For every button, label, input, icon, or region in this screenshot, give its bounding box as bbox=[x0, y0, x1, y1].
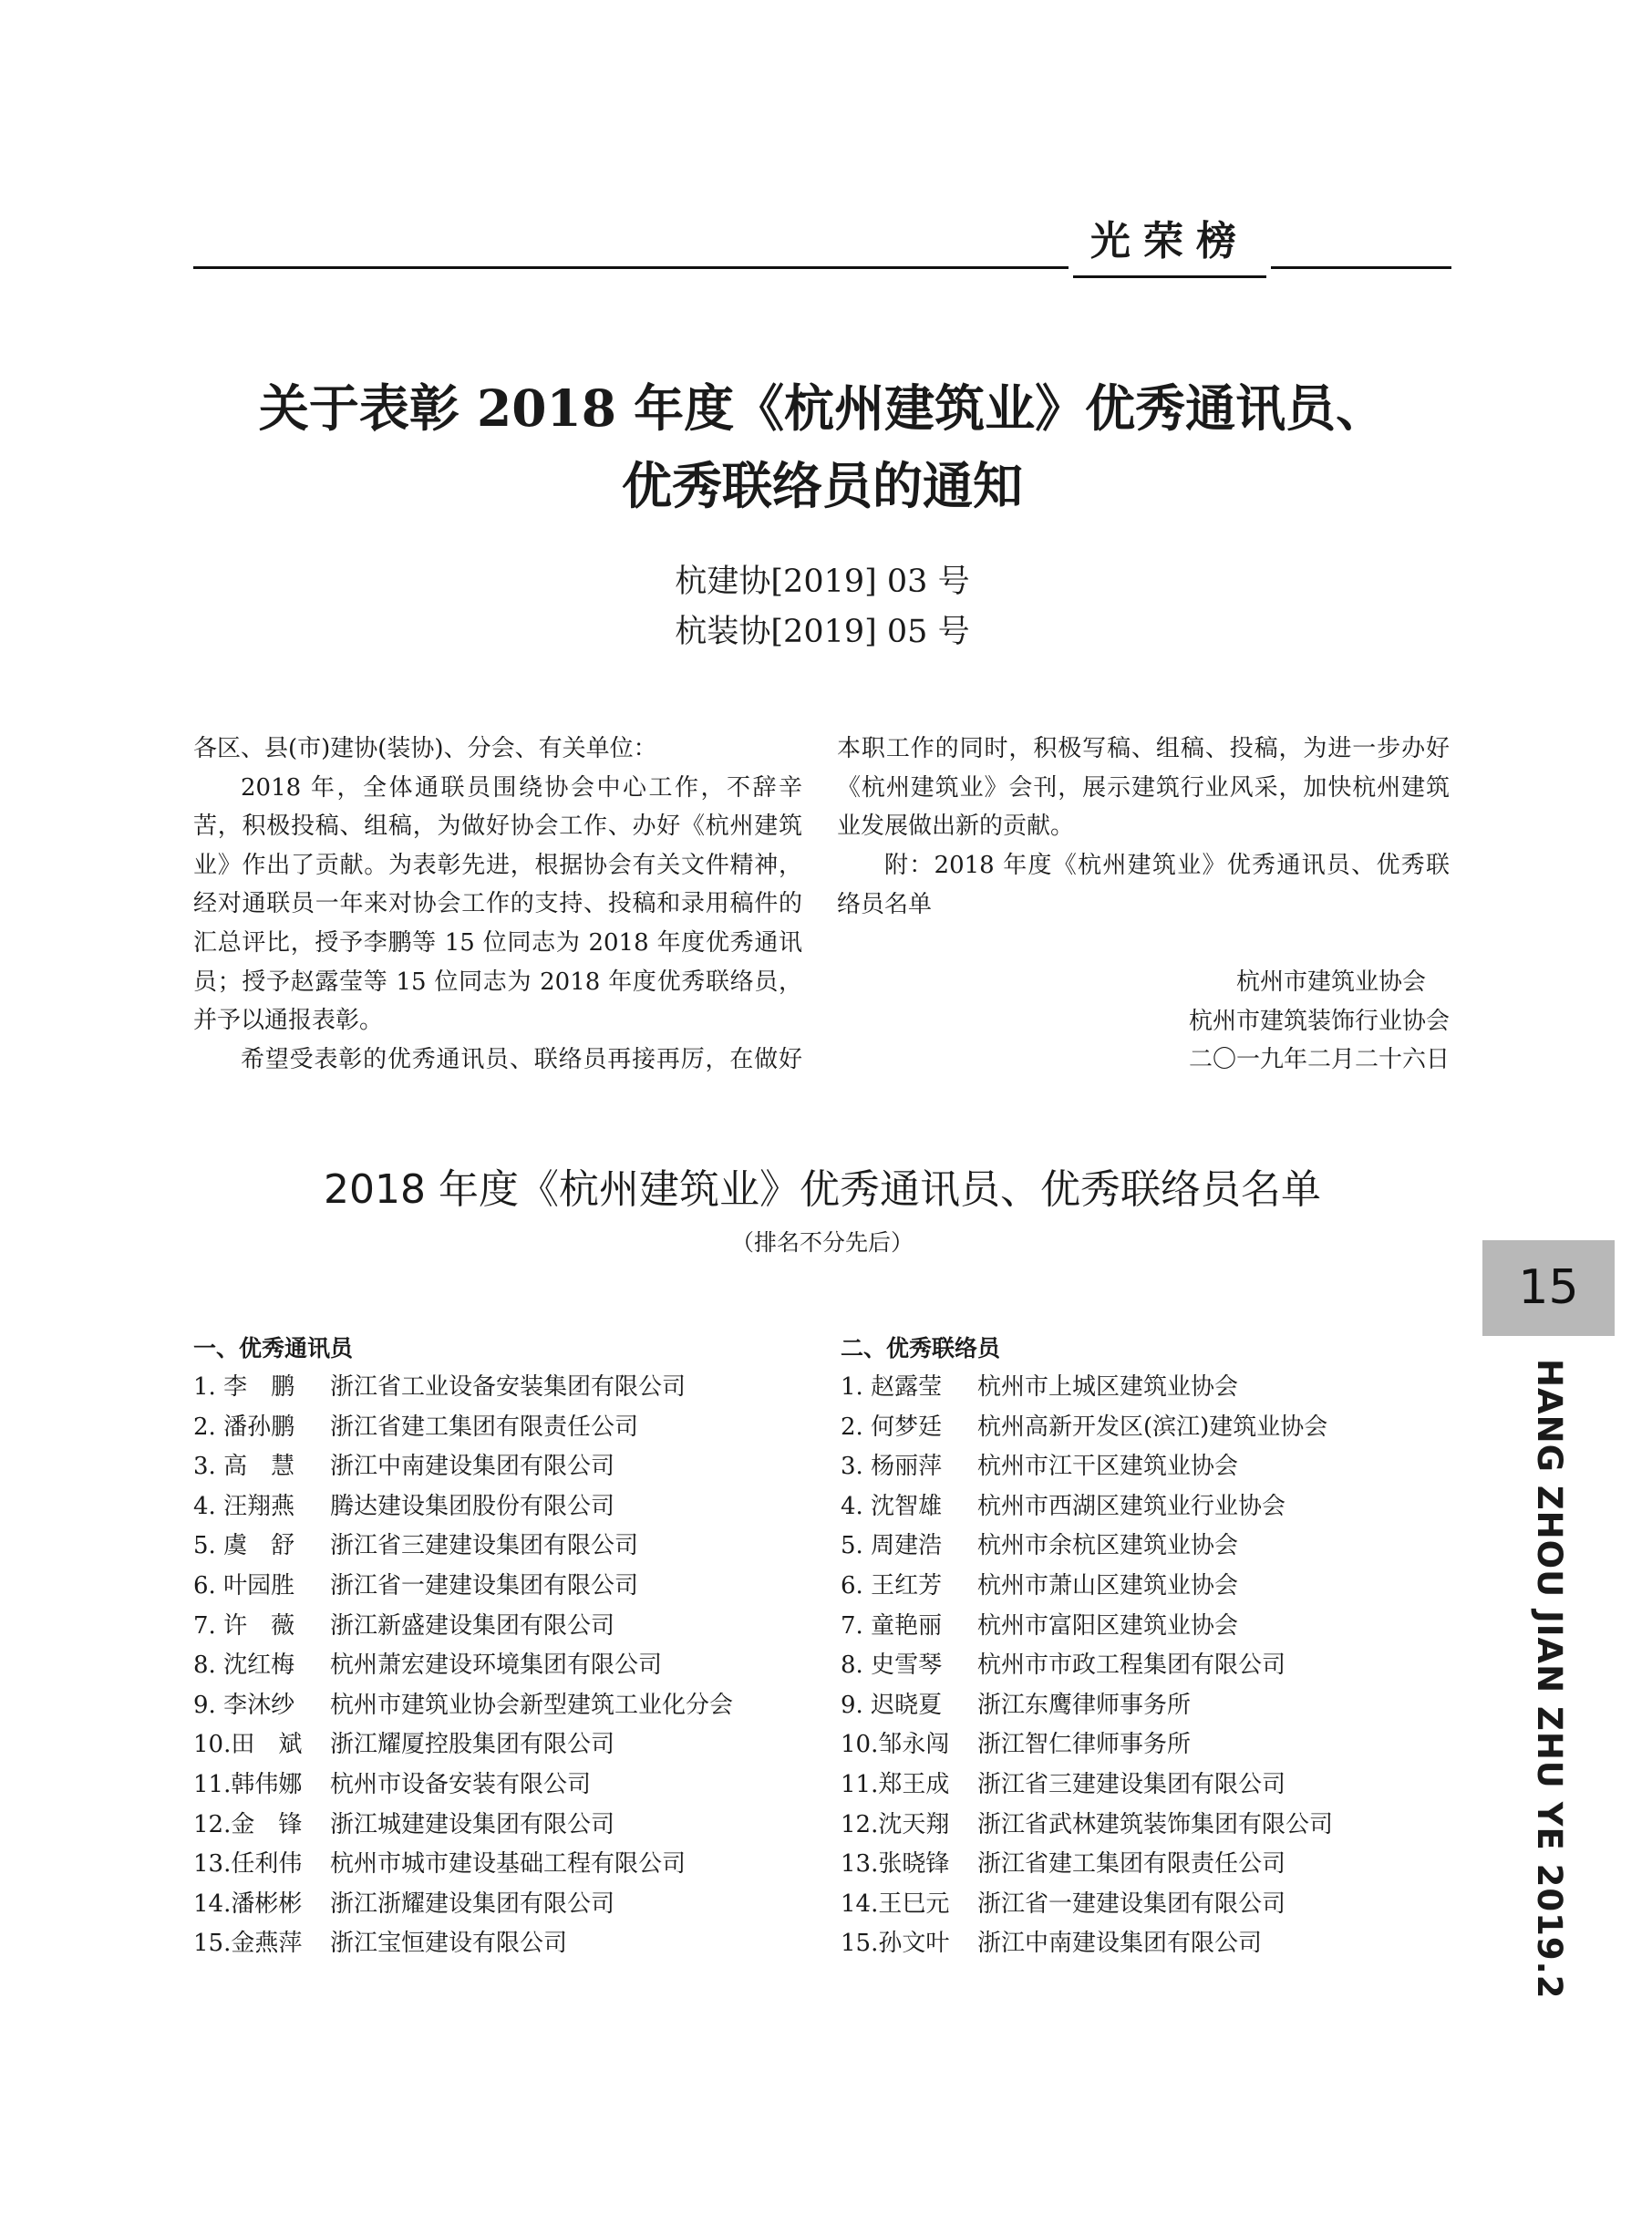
item-org: 浙江浙耀建设集团有限公司 bbox=[330, 1890, 615, 1918]
body-paragraph-1: 2018 年，全体通联员围绕协会中心工作，不辞辛苦，积极投稿、组稿，为做好协会工作、办好《杭州建筑业》作出了贡献。为表彰先进，根据协会有关文件精神，经对通联员一年来对协会工作的支持、投稿和录用稿件的汇总评比，授予李鹏等 15 位同志为 2018 年度优秀通讯员；授予赵露莹等 15 位同志为 2018 年度优秀联络员，并予以通报表彰。 bbox=[193, 773, 802, 1035]
item-name: 13.张晓锋 bbox=[841, 1850, 950, 1879]
item-name: 5. 周建浩 bbox=[841, 1532, 943, 1560]
list-item bbox=[193, 1885, 733, 1925]
item-name: 6. 王红芳 bbox=[841, 1571, 943, 1600]
signature-org-1: 杭州市建筑业协会 bbox=[1235, 968, 1426, 996]
list-item bbox=[841, 1447, 1333, 1487]
item-org: 浙江智仁律师事务所 bbox=[977, 1731, 1192, 1759]
item-name: 2. 何梦廷 bbox=[841, 1413, 943, 1441]
list-item bbox=[841, 1686, 1333, 1726]
item-org: 浙江省武林建筑装饰集团有限公司 bbox=[977, 1810, 1334, 1838]
item-name: 3. 高 慧 bbox=[193, 1453, 295, 1481]
item-org: 浙江省一建建设集团有限公司 bbox=[330, 1571, 639, 1600]
item-org: 杭州市西湖区建筑业行业协会 bbox=[977, 1492, 1286, 1520]
item-org: 杭州市市政工程集团有限公司 bbox=[977, 1651, 1286, 1680]
item-name: 8. 沈红梅 bbox=[193, 1651, 295, 1680]
list-item bbox=[841, 1646, 1333, 1686]
item-name: 1. 李 鹏 bbox=[193, 1373, 295, 1401]
list-item bbox=[193, 1368, 733, 1408]
body-column-left bbox=[193, 730, 802, 1079]
section-header bbox=[193, 212, 1451, 275]
item-name: 1. 赵露莹 bbox=[841, 1373, 943, 1401]
signature-org-2: 杭州市建筑装饰行业协会 bbox=[1188, 1007, 1450, 1035]
list-item bbox=[193, 1725, 733, 1765]
list-item bbox=[841, 1765, 1333, 1806]
item-name: 15.金燕萍 bbox=[193, 1930, 303, 1958]
item-name: 3. 杨丽萍 bbox=[841, 1453, 943, 1481]
item-name: 4. 汪翔燕 bbox=[193, 1492, 295, 1520]
attachment-note: 附：2018 年度《杭州建筑业》优秀通讯员、优秀联络员名单 bbox=[837, 852, 1450, 918]
item-name: 7. 童艳丽 bbox=[841, 1611, 943, 1640]
list-item bbox=[841, 1408, 1333, 1448]
running-title-vertical: HANG ZHOU JIAN ZHU YE 2019.2 bbox=[1530, 1359, 1569, 2000]
header-rule-left bbox=[193, 266, 1069, 269]
page-number-tab: 15 bbox=[1482, 1240, 1615, 1336]
item-org: 浙江城建建设集团有限公司 bbox=[330, 1810, 615, 1838]
list-item bbox=[193, 1924, 733, 1964]
item-org: 杭州市城市建设基础工程有限公司 bbox=[330, 1850, 687, 1879]
item-name: 15.孙文叶 bbox=[841, 1930, 950, 1958]
item-org: 杭州市富阳区建筑业协会 bbox=[977, 1611, 1239, 1640]
item-org: 腾达建设集团股份有限公司 bbox=[330, 1492, 615, 1520]
item-org: 杭州市建筑业协会新型建筑工业化分会 bbox=[330, 1691, 734, 1719]
body-column-right bbox=[837, 730, 1450, 924]
list-item bbox=[193, 1527, 733, 1567]
list-item bbox=[193, 1408, 733, 1448]
liaisons-list bbox=[841, 1330, 1333, 1964]
header-rule-right bbox=[1271, 266, 1451, 269]
item-org: 浙江省建工集团有限责任公司 bbox=[330, 1413, 639, 1441]
item-name: 9. 李沐纱 bbox=[193, 1691, 295, 1719]
body-paragraph-2: 希望受表彰的优秀通讯员、联络员再接再厉，在做好 bbox=[241, 1045, 802, 1073]
section-label: 光荣榜 bbox=[1073, 212, 1266, 278]
list-item bbox=[193, 1806, 733, 1846]
signature-block bbox=[1189, 963, 1450, 1080]
correspondents-list bbox=[193, 1330, 733, 1964]
item-name: 12.沈天翔 bbox=[841, 1810, 950, 1838]
list-item bbox=[841, 1527, 1333, 1567]
item-org: 杭州萧宏建设环境集团有限公司 bbox=[330, 1651, 663, 1680]
list-item bbox=[841, 1885, 1333, 1925]
body-paragraph-2-continued bbox=[837, 730, 1450, 846]
list-subtitle: （排名不分先后） bbox=[730, 1229, 914, 1256]
item-org: 浙江东鹰律师事务所 bbox=[977, 1691, 1192, 1719]
list-item bbox=[841, 1845, 1333, 1885]
item-org: 杭州市萧山区建筑业协会 bbox=[977, 1571, 1239, 1600]
item-org: 杭州高新开发区(滨江)建筑业协会 bbox=[977, 1413, 1328, 1441]
item-name: 12.金 锋 bbox=[193, 1810, 303, 1838]
liaisons-heading: 二、优秀联络员 bbox=[841, 1335, 1001, 1361]
item-org: 杭州市余杭区建筑业协会 bbox=[977, 1532, 1239, 1560]
list-item bbox=[841, 1487, 1333, 1527]
signature-date: 二〇一九年二月二十六日 bbox=[1188, 1046, 1450, 1074]
item-name: 8. 史雪琴 bbox=[841, 1651, 943, 1680]
list-item bbox=[841, 1924, 1333, 1964]
item-org: 杭州市上城区建筑业协会 bbox=[977, 1373, 1239, 1401]
item-org: 浙江省三建建设集团有限公司 bbox=[977, 1770, 1286, 1798]
list-item bbox=[193, 1765, 733, 1806]
item-name: 14.潘彬彬 bbox=[193, 1890, 303, 1918]
item-org: 浙江宝恒建设有限公司 bbox=[330, 1930, 568, 1958]
item-name: 11.韩伟娜 bbox=[193, 1770, 303, 1798]
document-number-1: 杭建协[2019] 03 号 bbox=[675, 564, 970, 600]
list-item bbox=[193, 1447, 733, 1487]
item-org: 浙江省三建建设集团有限公司 bbox=[330, 1532, 639, 1560]
item-org: 浙江省建工集团有限责任公司 bbox=[977, 1850, 1286, 1879]
list-item bbox=[193, 1567, 733, 1607]
correspondents-heading: 一、优秀通讯员 bbox=[193, 1335, 354, 1361]
list-item bbox=[841, 1607, 1333, 1647]
list-item bbox=[841, 1806, 1333, 1846]
item-name: 9. 迟晓夏 bbox=[841, 1691, 943, 1719]
list-item bbox=[193, 1487, 733, 1527]
item-name: 7. 许 薇 bbox=[193, 1611, 295, 1640]
item-org: 浙江耀厦控股集团有限公司 bbox=[330, 1731, 615, 1759]
list-item bbox=[841, 1368, 1333, 1408]
list-item bbox=[193, 1646, 733, 1686]
item-org: 浙江新盛建设集团有限公司 bbox=[330, 1611, 615, 1640]
notice-title-line-2: 优秀联络员的通知 bbox=[621, 456, 1023, 515]
salutation: 各区、县(市)建协(装协)、分会、有关单位： bbox=[193, 735, 657, 762]
list-item bbox=[841, 1567, 1333, 1607]
list-item bbox=[193, 1686, 733, 1726]
item-name: 14.王巳元 bbox=[841, 1890, 950, 1918]
list-item bbox=[193, 1607, 733, 1647]
item-org: 浙江中南建设集团有限公司 bbox=[977, 1930, 1263, 1958]
list-item bbox=[193, 1845, 733, 1885]
item-org: 浙江中南建设集团有限公司 bbox=[330, 1453, 615, 1481]
item-name: 11.郑王成 bbox=[841, 1770, 950, 1798]
item-name: 13.任利伟 bbox=[193, 1850, 303, 1879]
item-name: 10.田 斌 bbox=[193, 1731, 303, 1759]
item-org: 浙江省一建建设集团有限公司 bbox=[977, 1890, 1286, 1918]
item-name: 4. 沈智雄 bbox=[841, 1492, 943, 1520]
item-name: 5. 虞 舒 bbox=[193, 1532, 295, 1560]
document-number-2: 杭装协[2019] 05 号 bbox=[675, 614, 970, 650]
item-org: 杭州市江干区建筑业协会 bbox=[977, 1453, 1239, 1481]
item-name: 2. 潘孙鹏 bbox=[193, 1413, 295, 1441]
item-org: 杭州市设备安装有限公司 bbox=[330, 1770, 592, 1798]
item-org: 浙江省工业设备安装集团有限公司 bbox=[330, 1373, 687, 1401]
item-name: 10.邹永闯 bbox=[841, 1731, 950, 1759]
item-name: 6. 叶园胜 bbox=[193, 1571, 295, 1600]
list-title: 2018 年度《杭州建筑业》优秀通讯员、优秀联络员名单 bbox=[324, 1166, 1321, 1213]
list-item bbox=[841, 1725, 1333, 1765]
notice-title-line-1: 关于表彰 2018 年度《杭州建筑业》优秀通讯员、 bbox=[258, 378, 1387, 438]
body-paragraph-2-text: 本职工作的同时，积极写稿、组稿、投稿，为进一步办好《杭州建筑业》会刊，展示建筑行业风采，加快杭州建筑业发展做出新的贡献。 bbox=[837, 735, 1450, 841]
